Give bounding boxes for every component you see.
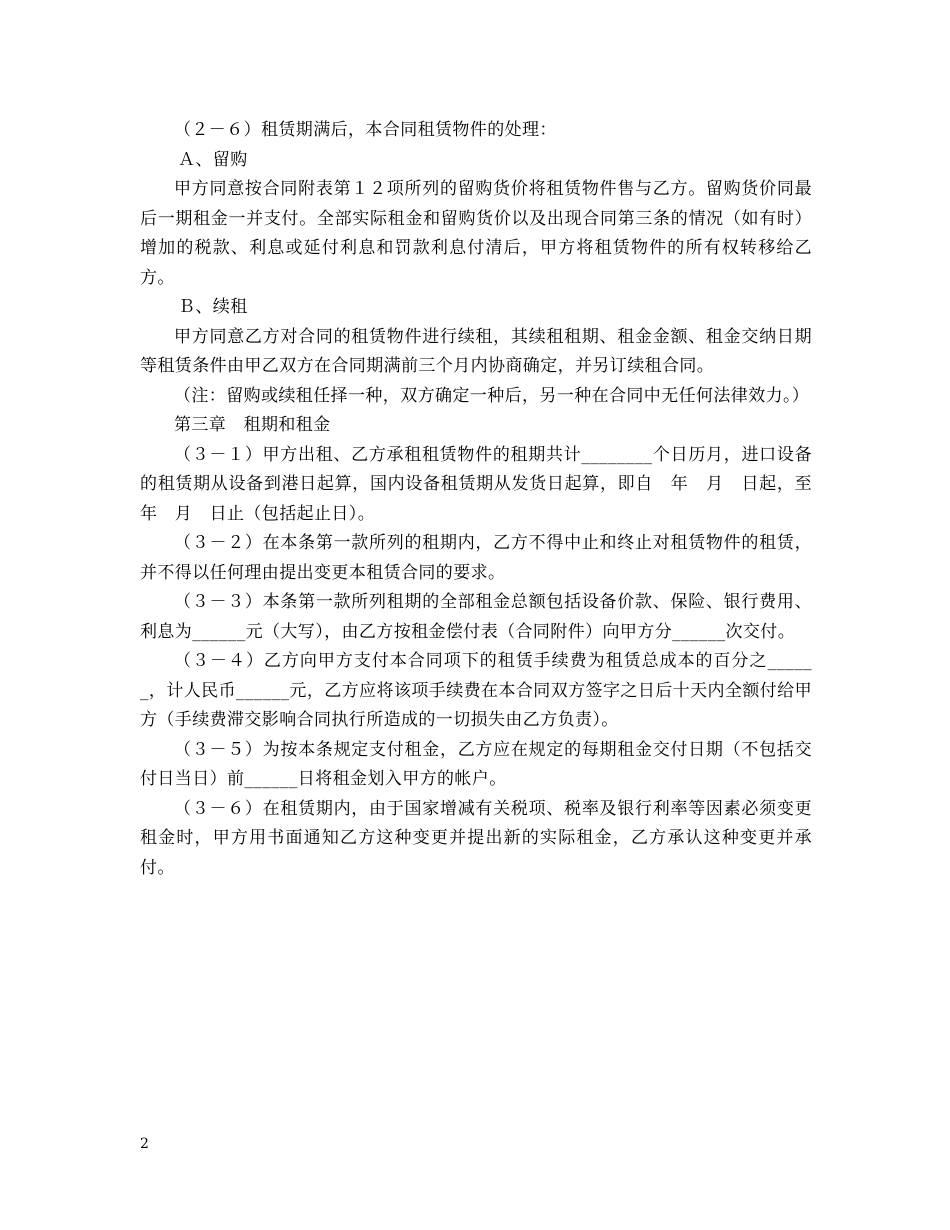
clause-3-4: （３－４）乙方向甲方支付本合同项下的租赁手续费为租赁总成本的百分之______，计人民币______元，乙方应将该项手续费在本合同双方签字之日后十天内全额付给甲方（手续费滞交影响合同执行所造成的一切损失由乙方负责）。	[140, 651, 812, 730]
option-a-body: 甲方同意按合同附表第１２项所列的留购货价将租赁物件售与乙方。留购货价同最后一期租金一并支付。全部实际租金和留购货价以及出现合同第三条的情况（如有时）增加的税款、利息或延付利息和罚款利息付清后，甲方将租赁物件的所有权转移给乙方。	[140, 179, 812, 288]
option-note: （注：留购或续租任择一种，双方确定一种后，另一种在合同中无任何法律效力。）	[174, 385, 810, 406]
option-b-body: 甲方同意乙方对合同的租赁物件进行续租，其续租租期、租金金额、租金交纳日期等租赁条件由甲乙双方在合同期满前三个月内协商确定，并另订续租合同。	[140, 326, 812, 376]
clause-3-5: （３－５）为按本条规定支付租金，乙方应在规定的每期租金交付日期（不包括交付日当日）前______日将租金划入甲方的帐户。	[140, 739, 812, 789]
clause-3-2: （３－２）在本条第一款所列的租期内，乙方不得中止和终止对租赁物件的租赁，并不得以任何理由提出变更本租赁合同的要求。	[140, 533, 812, 583]
clause-3-1: （３－１）甲方出租、乙方承租租赁物件的租期共计________个日历月，进口设备的租赁期从设备到港日起算，国内设备租赁期从发货日起算，即自 年 月 日起，至 年 月 日止（包括起止日）。	[140, 444, 830, 524]
clause-3-6: （３－６）在租赁期内，由于国家增减有关税项、税率及银行利率等因素必须变更租金时，甲方用书面通知乙方这种变更并提出新的实际租金，乙方承认这种变更并承付。	[140, 798, 812, 878]
clause-3-3: （３－３）本条第一款所列租期的全部租金总额包括设备价款、保险、银行费用、利息为______元（大写），由乙方按租金偿付表（合同附件）向甲方分______次交付。	[140, 592, 812, 642]
page-number: 2	[140, 1136, 149, 1152]
clause-2-6-heading: （２－６）租赁期满后，本合同租赁物件的处理：	[174, 120, 557, 140]
option-b-heading: Ｂ、续租	[178, 297, 248, 317]
chapter-3-title: 第三章 租期和租金	[174, 415, 331, 435]
document-body	[140, 116, 830, 883]
option-a-heading: Ａ、留购	[178, 149, 248, 170]
